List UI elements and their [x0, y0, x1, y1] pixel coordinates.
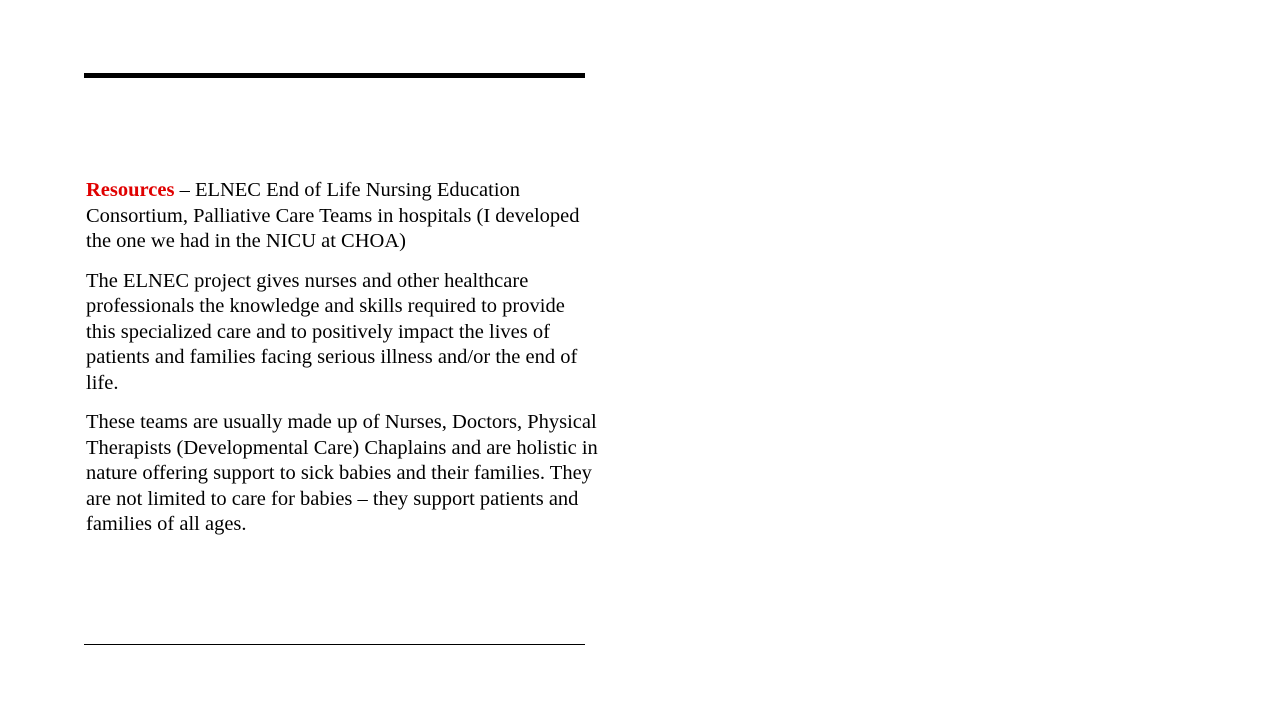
resources-keyword: Resources — [86, 179, 175, 201]
paragraph-resources — [86, 178, 598, 255]
bottom-divider — [84, 644, 585, 645]
paragraph-care-teams: These teams are usually made up of Nurses, Doctors, Physical Therapists (Developmental Care) Chaplains and are holistic in nature offering support to sick babies and their families. They are not limited to care for babies – they support patients and families of all ages. — [86, 411, 598, 535]
top-divider — [84, 73, 585, 78]
resources-text: – ELNEC End of Life Nursing Education Consortium, Palliative Care Teams in hospitals (I developed the one we had in the NICU at CHOA) — [86, 179, 580, 252]
paragraph-elnec-project: The ELNEC project gives nurses and other healthcare professionals the knowledge and skills required to provide this specialized care and to positively impact the lives of patients and families facing serious illness and/or the end of life. — [86, 269, 578, 394]
body-text-box[interactable] — [86, 178, 598, 552]
